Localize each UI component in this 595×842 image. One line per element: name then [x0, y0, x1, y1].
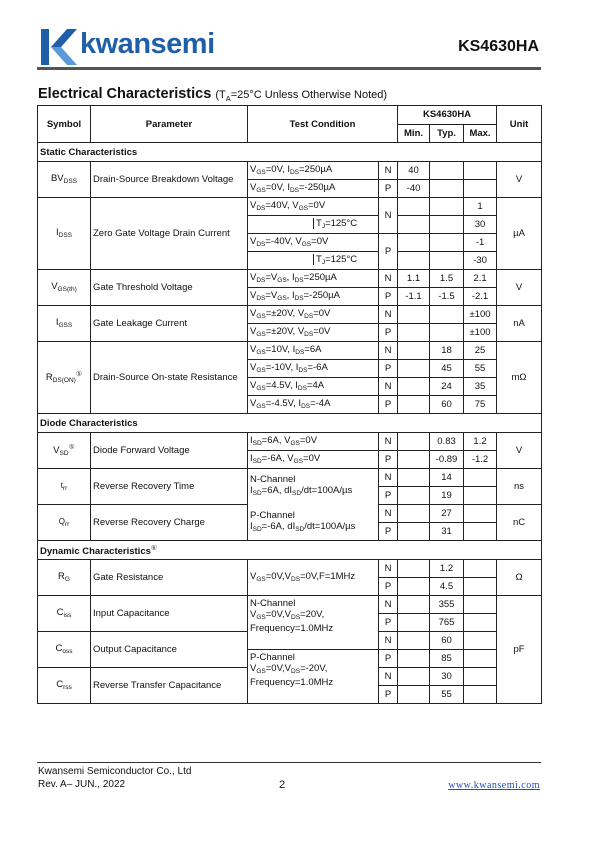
channel: P — [379, 288, 398, 306]
min-value — [398, 216, 430, 234]
max-value — [464, 686, 497, 704]
table-row — [38, 306, 542, 324]
max-value: -2.1 — [464, 288, 497, 306]
col-min: Min. — [398, 124, 430, 143]
param-crss: Reverse Transfer Capacitance — [91, 668, 248, 704]
typ-value: 355 — [430, 596, 464, 614]
min-value — [398, 578, 430, 596]
symbol-igss: $I_{GSS}$ — [38, 306, 91, 342]
min-value — [398, 234, 430, 252]
typ-value: 30 — [430, 668, 464, 686]
max-value: -1.2 — [464, 451, 497, 469]
channel: N — [379, 342, 398, 360]
cond-igss-n: $V_{GS}=\pm 20V$, $V_{DS}=0V$ — [248, 306, 379, 324]
max-value: -30 — [464, 252, 497, 270]
cond-rdson-4: $V_{GS}=-4.5V$, $I_{DS}=-4A$ — [248, 396, 379, 414]
unit-value: Ω — [497, 560, 542, 596]
max-value — [464, 596, 497, 614]
table-row — [38, 198, 542, 216]
min-value — [398, 686, 430, 704]
section-dynamic: Dynamic Characteristics⑥ — [38, 541, 542, 560]
min-value — [398, 451, 430, 469]
symbol-coss: $C_{oss}$ — [38, 632, 91, 668]
title-main: Electrical Characteristics — [38, 86, 212, 102]
typ-value: 765 — [430, 614, 464, 632]
channel: P — [379, 324, 398, 342]
typ-value: 0.83 — [430, 433, 464, 451]
channel: N — [379, 505, 398, 523]
min-value: -40 — [398, 180, 430, 198]
typ-value: 55 — [430, 686, 464, 704]
typ-value: 45 — [430, 360, 464, 378]
max-value — [464, 487, 497, 505]
max-value: 75 — [464, 396, 497, 414]
min-value — [398, 469, 430, 487]
channel: P — [379, 578, 398, 596]
kwansemi-logo-icon — [37, 27, 77, 67]
min-value — [398, 378, 430, 396]
symbol-qrr: $Q_{rr}$ — [38, 505, 91, 541]
typ-value — [430, 252, 464, 270]
typ-value — [430, 324, 464, 342]
footer-revision: Rev. A– JUN., 2022 — [38, 779, 126, 790]
symbol-trr: $t_{rr}$ — [38, 469, 91, 505]
max-value — [464, 180, 497, 198]
cond-qrr-p: P-Channel $I_{SD}=-6A$, $dI_{SD}/dt=100A/\mu s$ — [248, 505, 379, 541]
symbol-rdson: $R_{DS(ON)}^⑤$ — [38, 342, 91, 414]
max-value: 35 — [464, 378, 497, 396]
unit-value: ns — [497, 469, 542, 505]
header-divider — [37, 67, 541, 70]
channel: P — [379, 451, 398, 469]
channel: N — [379, 632, 398, 650]
min-value — [398, 560, 430, 578]
cond-bvdss-n: $V_{GS}=0V$, $I_{DS}=250\mu A$ — [248, 162, 379, 180]
page-number: 2 — [279, 779, 286, 791]
channel: P — [379, 650, 398, 668]
footer-divider — [37, 762, 541, 763]
table-row — [38, 342, 542, 360]
max-value — [464, 162, 497, 180]
min-value — [398, 433, 430, 451]
min-value — [398, 632, 430, 650]
channel: P — [379, 614, 398, 632]
cond-rdson-3: $V_{GS}=4.5V$, $I_{DS}=4A$ — [248, 378, 379, 396]
max-value — [464, 650, 497, 668]
typ-value: 60 — [430, 396, 464, 414]
typ-value: -1.5 — [430, 288, 464, 306]
channel: P — [379, 396, 398, 414]
unit-value: pF — [497, 596, 542, 704]
param-rg: Gate Resistance — [91, 560, 248, 596]
cond-vgsth-n: $V_{DS}=V_{GS}$, $I_{DS}=250\mu A$ — [248, 270, 379, 288]
col-unit: Unit — [497, 106, 542, 143]
min-value — [398, 342, 430, 360]
min-value — [398, 523, 430, 541]
table-row — [38, 162, 542, 180]
table-header-row — [38, 106, 542, 125]
channel: N — [379, 378, 398, 396]
symbol-crss: $C_{rss}$ — [38, 668, 91, 704]
typ-value: 31 — [430, 523, 464, 541]
min-value — [398, 360, 430, 378]
max-value — [464, 469, 497, 487]
min-value — [398, 487, 430, 505]
param-vsd: Diode Forward Voltage — [91, 433, 248, 469]
col-symbol: Symbol — [38, 106, 91, 143]
table-row — [38, 469, 542, 487]
cond-idss-p1: $V_{DS}=-40V$, $V_{GS}=0V$ — [248, 234, 379, 252]
typ-value: 18 — [430, 342, 464, 360]
max-value — [464, 560, 497, 578]
website-link[interactable]: www.kwansemi.com — [448, 780, 540, 791]
channel: N — [379, 162, 398, 180]
channel: P — [379, 487, 398, 505]
typ-value: 85 — [430, 650, 464, 668]
section-static: Static Characteristics — [38, 143, 542, 162]
unit-value: µA — [497, 198, 542, 270]
channel: N — [379, 596, 398, 614]
cond-rdson-1: $V_{GS}=10V$, $I_{DS}=6A$ — [248, 342, 379, 360]
typ-value: 60 — [430, 632, 464, 650]
typ-value — [430, 198, 464, 216]
section-title — [38, 86, 387, 103]
max-value: 55 — [464, 360, 497, 378]
table-row — [38, 560, 542, 578]
param-vgsth: Gate Threshold Voltage — [91, 270, 248, 306]
unit-value: mΩ — [497, 342, 542, 414]
min-value — [398, 505, 430, 523]
symbol-vgsth: $V_{GS(th)}$ — [38, 270, 91, 306]
typ-value: 14 — [430, 469, 464, 487]
min-value — [398, 668, 430, 686]
param-bvdss: Drain-Source Breakdown Voltage — [91, 162, 248, 198]
max-value: ±100 — [464, 306, 497, 324]
cond-vsd-n: $I_{SD}=6A$, $V_{GS}=0V$ — [248, 433, 379, 451]
min-value — [398, 596, 430, 614]
cond-vgsth-p: $V_{DS}=V_{GS}$, $I_{DS}=-250\mu A$ — [248, 288, 379, 306]
max-value — [464, 523, 497, 541]
cond-bvdss-p: $V_{GS}=0V$, $I_{DS}=-250\mu A$ — [248, 180, 379, 198]
col-test-condition: Test Condition — [248, 106, 398, 143]
cond-idss-n1: $V_{DS}=40V$, $V_{GS}=0V$ — [248, 198, 379, 216]
max-value — [464, 668, 497, 686]
typ-value — [430, 306, 464, 324]
max-value: 25 — [464, 342, 497, 360]
cond-rg: $V_{GS}=0V,V_{DS}=0V,F=1MHz$ — [248, 560, 379, 596]
typ-value — [430, 162, 464, 180]
max-value: 2.1 — [464, 270, 497, 288]
typ-value — [430, 180, 464, 198]
brand-name: kwansemi — [80, 28, 215, 60]
min-value — [398, 306, 430, 324]
table-row — [38, 505, 542, 523]
channel: N — [379, 469, 398, 487]
max-value: 1.2 — [464, 433, 497, 451]
symbol-ciss: $C_{iss}$ — [38, 596, 91, 632]
channel: N — [379, 560, 398, 578]
col-parameter: Parameter — [91, 106, 248, 143]
unit-value: V — [497, 162, 542, 198]
min-value — [398, 252, 430, 270]
footer-company: Kwansemi Semiconductor Co., Ltd — [38, 766, 192, 777]
cond-trr-n: N-Channel $I_{SD}=6A$, $dI_{SD}/dt=100A/\mu s$ — [248, 469, 379, 505]
min-value — [398, 650, 430, 668]
max-value: 30 — [464, 216, 497, 234]
channel: P — [379, 523, 398, 541]
cond-igss-p: $V_{GS}=\pm 20V$, $V_{DS}=0V$ — [248, 324, 379, 342]
channel: N — [379, 198, 398, 234]
channel: P — [379, 234, 398, 270]
typ-value: 24 — [430, 378, 464, 396]
max-value: ±100 — [464, 324, 497, 342]
part-number: KS4630HA — [458, 38, 539, 55]
param-qrr: Reverse Recovery Charge — [91, 505, 248, 541]
min-value: 1.1 — [398, 270, 430, 288]
table-row — [38, 433, 542, 451]
symbol-idss: $I_{DSS}$ — [38, 198, 91, 270]
col-max: Max. — [464, 124, 497, 143]
typ-value: 27 — [430, 505, 464, 523]
param-ciss: Input Capacitance — [91, 596, 248, 632]
cond-vsd-p: $I_{SD}=-6A$, $V_{GS}=0V$ — [248, 451, 379, 469]
typ-value: 1.5 — [430, 270, 464, 288]
channel: P — [379, 180, 398, 198]
unit-value: V — [497, 270, 542, 306]
max-value: -1 — [464, 234, 497, 252]
channel: P — [379, 686, 398, 704]
cond-idss-p2: $T_J=125^\circ C$ — [248, 252, 379, 270]
min-value — [398, 198, 430, 216]
typ-value: 1.2 — [430, 560, 464, 578]
typ-value: 4.5 — [430, 578, 464, 596]
param-rdson: Drain-Source On-state Resistance — [91, 342, 248, 414]
cond-cap-p: P-Channel $V_{GS}=0V,V_{DS}=-20V$, Frequency=1.0MHz — [248, 650, 379, 704]
electrical-characteristics-table — [37, 105, 542, 704]
symbol-rg: $R_G$ — [38, 560, 91, 596]
min-value — [398, 614, 430, 632]
col-typ: Typ. — [430, 124, 464, 143]
min-value — [398, 324, 430, 342]
param-idss: Zero Gate Voltage Drain Current — [91, 198, 248, 270]
typ-value — [430, 216, 464, 234]
unit-value: nC — [497, 505, 542, 541]
title-condition: ($T_A=25^\circ C$ Unless Otherwise Noted) — [215, 89, 388, 104]
section-diode: Diode Characteristics — [38, 414, 542, 433]
min-value — [398, 396, 430, 414]
channel: N — [379, 270, 398, 288]
unit-value: V — [497, 433, 542, 469]
channel: N — [379, 306, 398, 324]
unit-value: nA — [497, 306, 542, 342]
table-row — [38, 596, 542, 614]
cond-idss-n2: $T_J=125^\circ C$ — [248, 216, 379, 234]
max-value — [464, 632, 497, 650]
cond-rdson-2: $V_{GS}=-10V$, $I_{DS}=-6A$ — [248, 360, 379, 378]
typ-value — [430, 234, 464, 252]
col-device: KS4630HA — [398, 106, 497, 125]
max-value: 1 — [464, 198, 497, 216]
param-trr: Reverse Recovery Time — [91, 469, 248, 505]
param-coss: Output Capacitance — [91, 632, 248, 668]
cond-cap-n: N-Channel $V_{GS}=0V,V_{DS}=20V$, Frequency=1.0MHz — [248, 596, 379, 650]
symbol-vsd: $V_{SD}^⑤$ — [38, 433, 91, 469]
param-igss: Gate Leakage Current — [91, 306, 248, 342]
typ-value: 19 — [430, 487, 464, 505]
typ-value: -0.89 — [430, 451, 464, 469]
channel: N — [379, 668, 398, 686]
symbol-bvdss: $BV_{DSS}$ — [38, 162, 91, 198]
max-value — [464, 505, 497, 523]
channel: P — [379, 360, 398, 378]
max-value — [464, 578, 497, 596]
table-row — [38, 270, 542, 288]
channel: N — [379, 433, 398, 451]
max-value — [464, 614, 497, 632]
min-value: 40 — [398, 162, 430, 180]
min-value: -1.1 — [398, 288, 430, 306]
